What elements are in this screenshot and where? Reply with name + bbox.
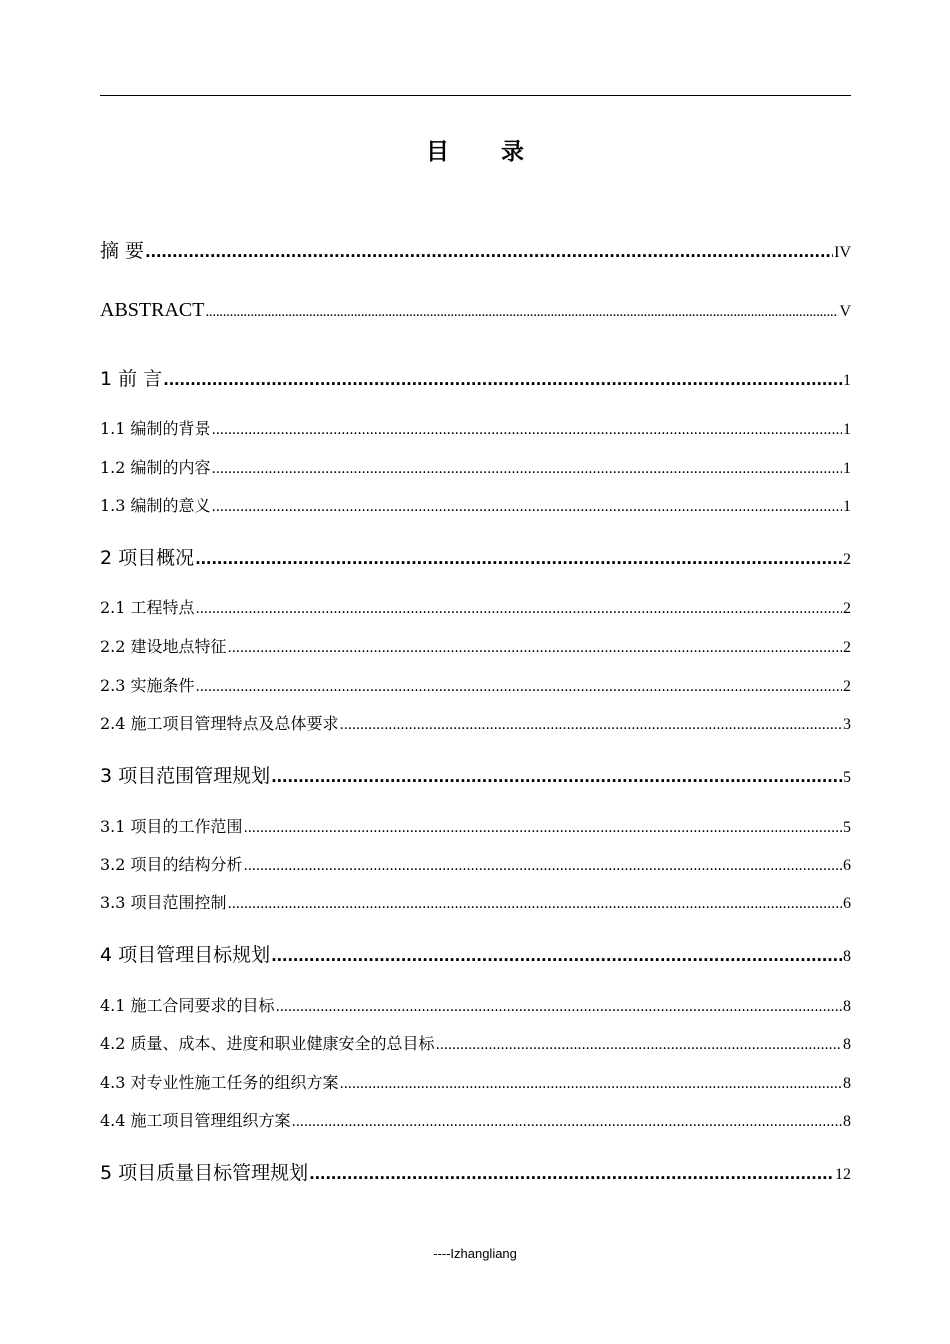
toc-entry-page: 3 bbox=[843, 716, 851, 733]
toc-entry-page: 12 bbox=[835, 1166, 851, 1183]
toc-entry-label: 1.3 编制的意义 bbox=[100, 496, 211, 515]
toc-entry-label: 1.1 编制的背景 bbox=[100, 419, 211, 438]
header-rule bbox=[100, 95, 851, 96]
toc-entry-label: 摘 要 bbox=[100, 240, 145, 262]
toc-entry-page: 2 bbox=[843, 678, 851, 695]
toc-entry-label: 4.3 对专业性施工任务的组织方案 bbox=[100, 1073, 339, 1092]
toc-leader bbox=[309, 1165, 834, 1183]
toc-entry-chapter-2[interactable] bbox=[100, 543, 851, 570]
toc-entry-section-4-1[interactable] bbox=[100, 993, 851, 1016]
toc-entry-page: 2 bbox=[843, 600, 851, 617]
toc-entry-chapter-5[interactable] bbox=[100, 1158, 851, 1185]
toc-entry-chapter-4[interactable] bbox=[100, 940, 851, 967]
toc-leader bbox=[196, 679, 842, 695]
page-footer: ----Izhangliang bbox=[433, 1246, 517, 1261]
toc-entry-label: 2.3 实施条件 bbox=[100, 676, 195, 695]
toc-leader bbox=[271, 947, 842, 965]
toc-leader bbox=[145, 243, 833, 261]
toc-entry-page: 1 bbox=[843, 421, 851, 438]
toc-leader bbox=[212, 422, 842, 438]
toc-leader bbox=[244, 820, 842, 836]
toc-entry-section-2-4[interactable] bbox=[100, 711, 851, 734]
toc-leader bbox=[276, 999, 842, 1015]
toc-entry-chapter-3[interactable] bbox=[100, 761, 851, 788]
toc-leader bbox=[340, 717, 842, 733]
toc-entry-page: 1 bbox=[843, 372, 851, 389]
toc-entry-section-2-3[interactable] bbox=[100, 673, 851, 696]
toc-leader bbox=[195, 550, 842, 568]
toc-entry-label: 3.2 项目的结构分析 bbox=[100, 855, 243, 874]
toc-entry-section-3-3[interactable] bbox=[100, 890, 851, 913]
toc-entry-page: 8 bbox=[843, 1036, 851, 1053]
toc-entry-label: 2.1 工程特点 bbox=[100, 598, 195, 617]
toc-leader bbox=[228, 896, 842, 912]
toc-entry-page: IV bbox=[834, 244, 851, 261]
toc-entry-label: 2.2 建设地点特征 bbox=[100, 637, 227, 656]
toc-entry-label: 3.3 项目范围控制 bbox=[100, 893, 227, 912]
toc-entry-label: 3.1 项目的工作范围 bbox=[100, 817, 243, 836]
toc-leader bbox=[205, 304, 838, 321]
toc-entry-chapter-1[interactable] bbox=[100, 364, 851, 391]
toc-entry-label: 4.2 质量、成本、进度和职业健康安全的总目标 bbox=[100, 1034, 435, 1053]
toc-leader bbox=[271, 768, 842, 786]
toc-entry-page: 2 bbox=[843, 551, 851, 568]
toc-entry-page: 5 bbox=[843, 769, 851, 786]
toc-entry-section-3-1[interactable] bbox=[100, 814, 851, 837]
toc-entry-label: 1 前 言 bbox=[100, 368, 163, 390]
toc-entry-label: 3 项目范围管理规划 bbox=[100, 765, 271, 787]
toc-entry-section-3-2[interactable] bbox=[100, 852, 851, 875]
toc-entry-section-4-4[interactable] bbox=[100, 1108, 851, 1131]
toc-leader bbox=[436, 1037, 842, 1053]
toc-entry-page: 6 bbox=[843, 895, 851, 912]
toc-entry-page: 8 bbox=[843, 948, 851, 965]
toc-entry-section-4-2[interactable] bbox=[100, 1031, 851, 1054]
toc-entry-page: 8 bbox=[843, 1113, 851, 1130]
toc-leader bbox=[163, 371, 842, 389]
toc-entry-page: 8 bbox=[843, 1075, 851, 1092]
toc-entry-label: 4.4 施工项目管理组织方案 bbox=[100, 1111, 291, 1130]
toc-leader bbox=[212, 461, 842, 477]
toc-entry-label: 4.1 施工合同要求的目标 bbox=[100, 996, 275, 1015]
toc-leader bbox=[196, 601, 842, 617]
toc-entry-section-1-2[interactable] bbox=[100, 455, 851, 478]
toc-leader bbox=[340, 1076, 842, 1092]
toc-entry-label: ABSTRACT bbox=[100, 299, 205, 321]
toc-entry-page: 1 bbox=[843, 498, 851, 515]
toc-entry-abstract-en[interactable] bbox=[100, 299, 851, 322]
toc-leader bbox=[212, 499, 842, 515]
toc-leader bbox=[244, 858, 842, 874]
toc-entry-page: 6 bbox=[843, 857, 851, 874]
toc-entry-section-2-2[interactable] bbox=[100, 634, 851, 657]
toc-entry-label: 1.2 编制的内容 bbox=[100, 458, 211, 477]
toc-entry-page: 2 bbox=[843, 639, 851, 656]
toc-entry-page: 1 bbox=[843, 460, 851, 477]
toc-entry-label: 2.4 施工项目管理特点及总体要求 bbox=[100, 714, 339, 733]
page-title: 目 录 bbox=[425, 139, 546, 165]
toc-entry-section-4-3[interactable] bbox=[100, 1070, 851, 1093]
toc-entry-abstract-cn[interactable] bbox=[100, 236, 851, 263]
toc-entry-label: 5 项目质量目标管理规划 bbox=[100, 1162, 309, 1184]
toc-entry-section-2-1[interactable] bbox=[100, 595, 851, 618]
toc-entry-page: V bbox=[839, 303, 851, 320]
toc-leader bbox=[228, 640, 842, 656]
toc-entry-section-1-1[interactable] bbox=[100, 416, 851, 439]
toc-entry-page: 5 bbox=[843, 819, 851, 836]
toc-entry-page: 8 bbox=[843, 998, 851, 1015]
toc-entry-section-1-3[interactable] bbox=[100, 493, 851, 516]
toc-entry-label: 2 项目概况 bbox=[100, 547, 195, 569]
toc-entry-label: 4 项目管理目标规划 bbox=[100, 944, 271, 966]
toc-leader bbox=[292, 1114, 842, 1130]
